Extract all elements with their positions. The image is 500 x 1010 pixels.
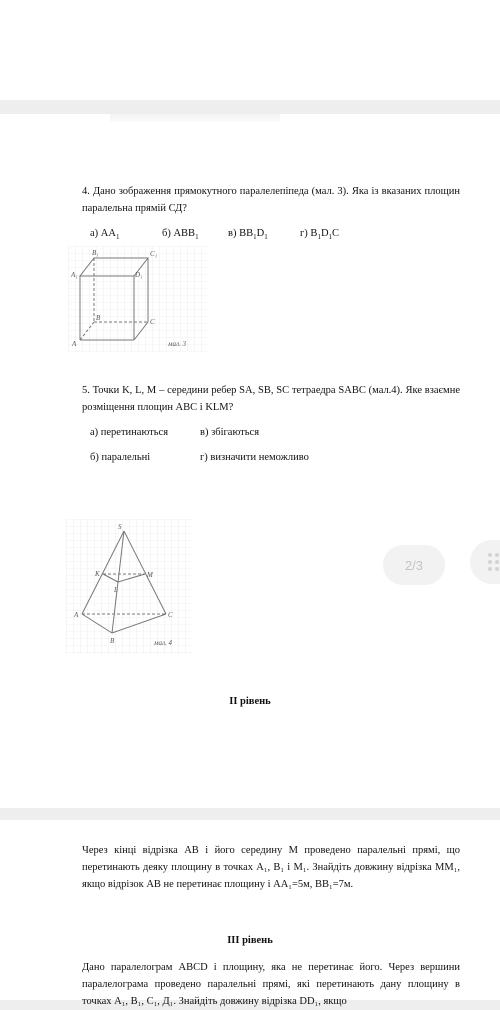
drag-grip-icon [488, 553, 499, 571]
question-4-text: 4. Дано зображення прямокутного паралелепіпеда (мал. 3). Яка із вказаних площин паралельна прямій СД? [82, 186, 460, 214]
page-header-fade [110, 114, 280, 122]
figure-4-tetrahedron [66, 519, 192, 654]
q4-option-c: в) $ВВ_1D_1$ [228, 228, 268, 242]
level-3-problem: Дано паралелограм ABCD і площину, яка не перетинає його. Через вершини паралелограма проведено паралельні прямі, які перетинають дану площину в точках А₁, В₁, С₁, Д₁. Знайдіть довжину відрізка DD₁, якщо [82, 962, 460, 1007]
figure-3-parallelepiped [68, 246, 208, 352]
label-K: K [95, 570, 100, 578]
question-5-text: 5. Точки K, L, M – середини ребер SA, SB, SC тетраедра SABC (мал.4). Яке взаємне розміщення площин ABC і KLM? [82, 385, 460, 413]
level-2-title: ІІ рівень [229, 696, 271, 707]
level-3-title: ІІІ рівень [227, 935, 273, 946]
label-B1: B₁ [92, 249, 99, 257]
figure-3-caption: мал. 3 [168, 340, 187, 348]
label-A: A [74, 611, 79, 619]
q5-option-b: б) паралельні [90, 452, 151, 463]
label-A1: A₁ [71, 271, 78, 279]
current-page [0, 114, 500, 808]
q4-option-d: г) $В_1D_1С$ [300, 228, 340, 242]
q5-option-d: г) визначити неможливо [200, 452, 309, 463]
figure-4-caption: мал. 4 [154, 639, 173, 647]
label-S: S [118, 523, 122, 531]
label-C: C [168, 611, 173, 619]
level-2-problem: Через кінці відрізка АВ і його середину М проведено паралельні прямі, що перетинають деяку площину в точках А₁, В₁ і М₁. Знайдіть довжину відрізка ММ₁, якщо відрізок АВ не перетинає площину і АА₁=5м, ВВ₁=7м. [82, 845, 460, 890]
q4-option-b: б) $АВВ_1$ [162, 228, 199, 242]
label-B: B [110, 637, 115, 645]
label-L: L [114, 586, 118, 594]
label-B: B [96, 314, 101, 322]
label-A: A [72, 340, 77, 348]
label-C: C [150, 318, 155, 326]
next-page [0, 820, 500, 1007]
q5-option-a: а) перетинаються [90, 427, 169, 438]
page-indicator: 2/3 [383, 545, 445, 585]
previous-page [0, 0, 500, 100]
label-C1: C₁ [150, 250, 158, 258]
label-D1: D₁ [135, 271, 143, 279]
q5-option-c: в) збігаються [200, 427, 260, 438]
label-M: M [147, 571, 153, 579]
q4-option-a: а) $АА_1$ [90, 228, 120, 242]
